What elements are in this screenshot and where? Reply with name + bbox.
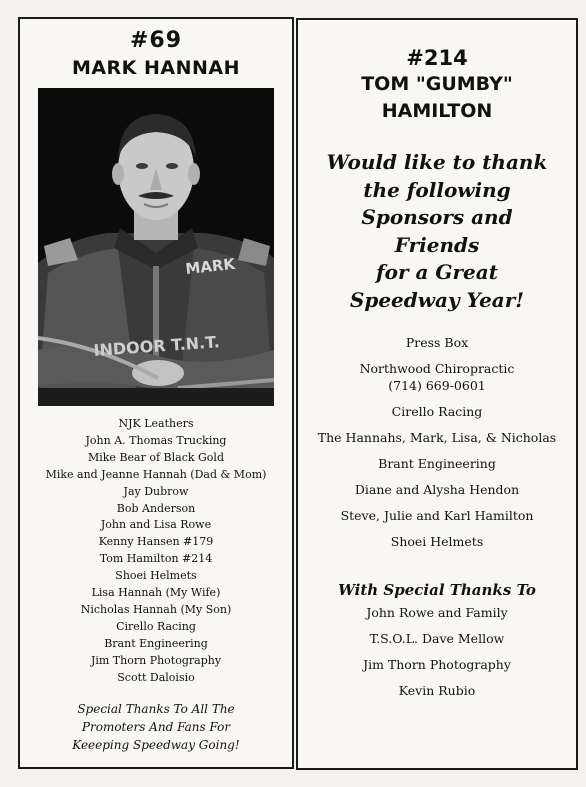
sponsor-name: Press Box [405, 335, 469, 350]
sponsor-name: Shoei Helmets [390, 534, 484, 549]
thanks-line: Speedway Year! [349, 287, 525, 312]
sponsor-name: Diane and Alysha Hendon [354, 482, 520, 497]
list-item [298, 429, 576, 446]
left-sponsor-list [20, 416, 292, 687]
rider-name-line: HAMILTON [381, 100, 493, 122]
list-item: Shoei Helmets [115, 569, 197, 583]
thanks-line: Would like to thank [326, 150, 548, 174]
thanks-message [298, 149, 576, 314]
closing-message [20, 700, 292, 754]
special-thanks-heading: With Special Thanks To [338, 581, 536, 599]
list-item [298, 507, 576, 524]
list-item: Lisa Hannah (My Wife) [91, 586, 221, 600]
list-item: NJK Leathers [118, 417, 194, 430]
special-thanks-list [298, 604, 576, 699]
sponsor-name: Cirello Racing [391, 404, 483, 419]
list-item: Tom Hamilton #214 [99, 552, 213, 566]
suit-name-text: MARK [184, 254, 236, 278]
suit-sponsor-text: INDOOR T.N.T. [92, 332, 221, 360]
rider-name-line: TOM "GUMBY" [361, 73, 513, 95]
list-item: Jim Thorn Photography [90, 653, 222, 667]
list-item [298, 334, 576, 351]
list-item: Jim Thorn Photography [363, 657, 511, 672]
left-panel [18, 17, 294, 769]
list-item [298, 360, 576, 394]
list-item [298, 403, 576, 420]
list-item [298, 481, 576, 498]
list-item [298, 455, 576, 472]
thanks-line: the following [363, 177, 511, 202]
sponsor-name: The Hannahs, Mark, Lisa, & Nicholas [317, 430, 557, 445]
right-sponsor-list [298, 334, 576, 550]
list-item: Mike and Jeanne Hannah (Dad & Mom) [45, 467, 267, 481]
closing-line: Special Thanks To All The [77, 701, 235, 716]
sponsor-name: Northwood Chiropractic [359, 361, 515, 376]
list-item: Scott Daloisio [117, 670, 195, 684]
list-item: John Rowe and Family [366, 605, 508, 620]
rider-number-left: #69 [129, 28, 183, 53]
list-item: T.S.O.L. Dave Mellow [369, 631, 505, 646]
right-panel [296, 18, 578, 770]
list-item: John and Lisa Rowe [100, 518, 212, 532]
list-item: Brant Engineering [104, 636, 208, 650]
list-item: John A. Thomas Trucking [85, 433, 227, 447]
list-item: Nicholas Hannah (My Son) [80, 602, 232, 616]
closing-line: Promoters And Fans For [81, 719, 231, 734]
sponsor-name: Brant Engineering [378, 456, 496, 471]
list-item: Cirello Racing [116, 619, 196, 633]
thanks-line: Sponsors and [361, 205, 513, 229]
list-item [298, 533, 576, 550]
list-item: Jay Dubrow [123, 484, 189, 498]
list-item: Kevin Rubio [398, 683, 476, 698]
rider-photo [38, 88, 274, 406]
rider-photo-art [38, 88, 274, 406]
thanks-line: for a Great [376, 260, 498, 284]
list-item: Bob Anderson [116, 501, 196, 515]
list-item: Kenny Hansen #179 [98, 535, 214, 549]
sponsor-phone: (714) 669-0601 [388, 378, 486, 393]
list-item: Mike Bear of Black Gold [87, 450, 224, 464]
rider-name-left: MARK HANNAH [71, 57, 241, 79]
closing-line: Keeeping Speedway Going! [72, 737, 240, 752]
sponsor-name: Steve, Julie and Karl Hamilton [340, 508, 534, 523]
rider-number-right: #214 [406, 46, 468, 70]
rider-name-right [298, 71, 576, 125]
thanks-line: Friends [394, 232, 480, 257]
